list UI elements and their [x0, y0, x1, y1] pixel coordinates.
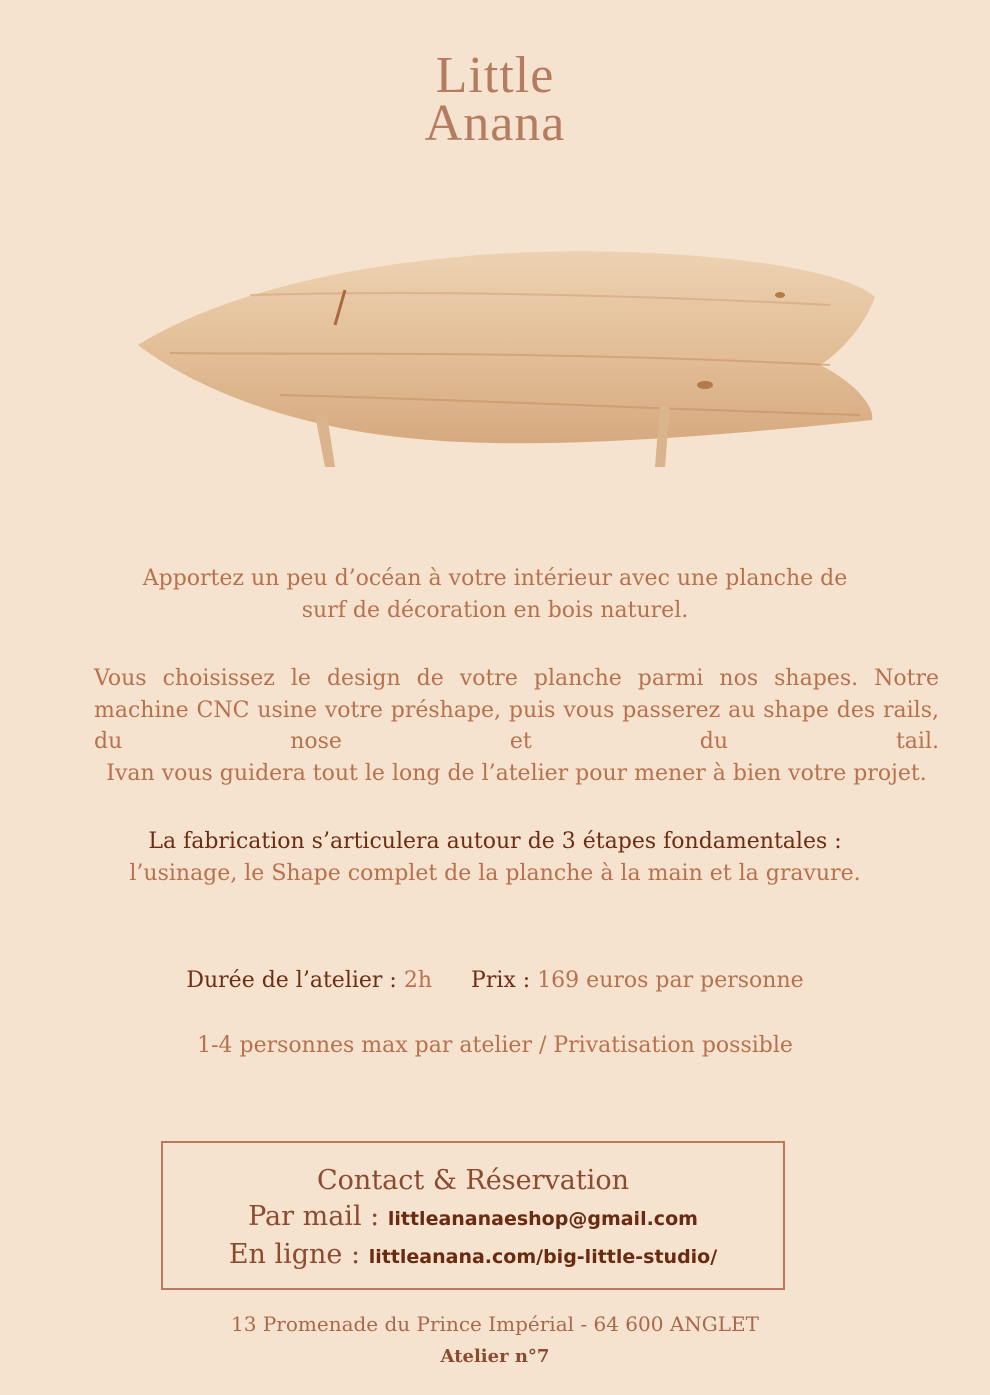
duration-label: Durée de l’atelier : [186, 968, 397, 993]
steps [0, 826, 990, 890]
price-label: Prix : [471, 968, 531, 993]
steps-list: l’usinage, le Shape complet de la planche à la main et la gravure. [129, 861, 861, 886]
logo [0, 47, 990, 152]
duration-value: 2h [403, 968, 433, 993]
intro-text [0, 563, 990, 627]
capacity-text: 1-4 personnes max par atelier / Privatisation possible [197, 1033, 793, 1058]
steps-heading: La fabrication s’articulera autour de 3 étapes fondamentales : [148, 829, 842, 854]
description-text: Vous choisissez le design de votre planche parmi nos shapes. Notre machine CNC usine votre préshape, puis vous passerez au shape des rails, du nose et du tail. [94, 666, 939, 754]
description [94, 663, 939, 789]
mail-link[interactable]: littleananaeshop@gmail.com [387, 1208, 698, 1230]
address: 13 Promenade du Prince Impérial - 64 600 ANGLET [231, 1312, 759, 1336]
web-label: En ligne : [228, 1239, 361, 1270]
atelier-number: Atelier n°7 [440, 1346, 550, 1367]
surfboard-body [138, 251, 875, 443]
intro-line-1: Apportez un peu d’océan à votre intérieur avec une planche de [142, 566, 848, 591]
price-value: 169 euros par personne [537, 968, 804, 993]
mail-label: Par mail : [248, 1201, 380, 1232]
intro-line-2: surf de décoration en bois naturel. [301, 598, 689, 623]
logo-line-1: Little [435, 47, 555, 104]
contact-title: Contact & Réservation [317, 1165, 629, 1196]
web-link[interactable]: littleanana.com/big-little-studio/ [368, 1246, 718, 1268]
contact-box [161, 1141, 785, 1290]
workshop-info [0, 966, 990, 996]
logo-line-2: Anana [424, 95, 566, 152]
surfboard-image [130, 235, 890, 475]
description-last-line: Ivan vous guidera tout le long de l’atelier pour mener à bien votre projet. [106, 760, 927, 786]
